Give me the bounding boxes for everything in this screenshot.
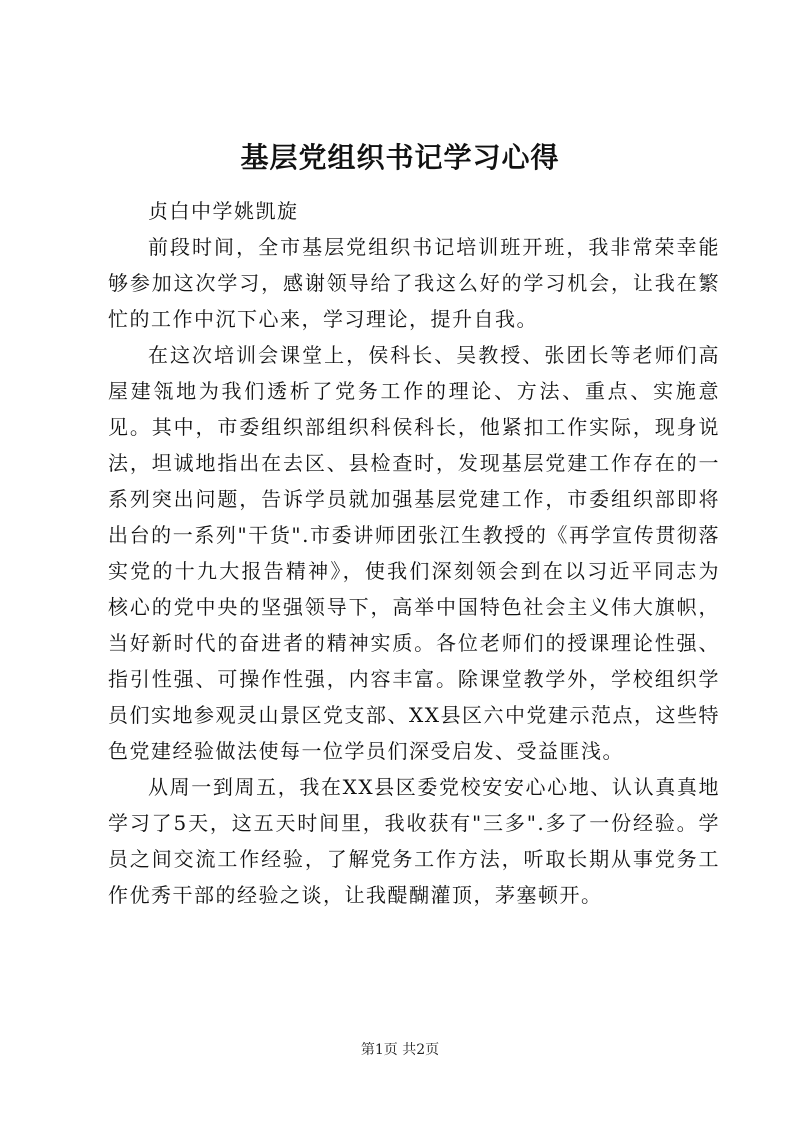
paragraph-1: 前段时间，全市基层党组织书记培训班开班，我非常荣幸能够参加这次学习，感谢领导给了我这么好的学习机会，让我在繁忙的工作中沉下心来，学习理论，提升自我。 xyxy=(108,235,720,331)
page-number-footer: 第1页 共2页 xyxy=(360,1042,440,1058)
document-title: 基层党组织书记学习心得 xyxy=(240,141,560,174)
author-line: 贞白中学姚凯旋 xyxy=(148,199,299,223)
paragraph-3: 从周一到周五，我在XX县区委党校安安心心地、认认真真地学习了5天，这五天时间里，我收获有"三多".多了一份经验。学员之间交流工作经验，了解党务工作方法，听取长期从事党务工作优秀干部的经验之谈，让我醍醐灌顶，茅塞顿开。 xyxy=(108,775,720,907)
document-body xyxy=(108,193,720,913)
paragraph-2: 在这次培训会课堂上，侯科长、吴教授、张团长等老师们高屋建瓴地为我们透析了党务工作的理论、方法、重点、实施意见。其中，市委组织部组织科侯科长，他紧扣工作实际，现身说法，坦诚地指出在去区、县检查时，发现基层党建工作存在的一系列突出问题，告诉学员就加强基层党建工作，市委组织部即将出台的一系列"干货".市委讲师团张江生教授的《再学宣传贯彻落实党的十九大报告精神》，使我们深刻领会到在以习近平同志为核心的党中央的坚强领导下，高举中国特色社会主义伟大旗帜，当好新时代的奋进者的精神实质。各位老师们的授课理论性强、指引性强、可操作性强，内容丰富。除课堂教学外，学校组织学员们实地参观灵山景区党支部、XX县区六中党建示范点，这些特色党建经验做法使每一位学员们深受启发、受益匪浅。 xyxy=(108,343,720,763)
